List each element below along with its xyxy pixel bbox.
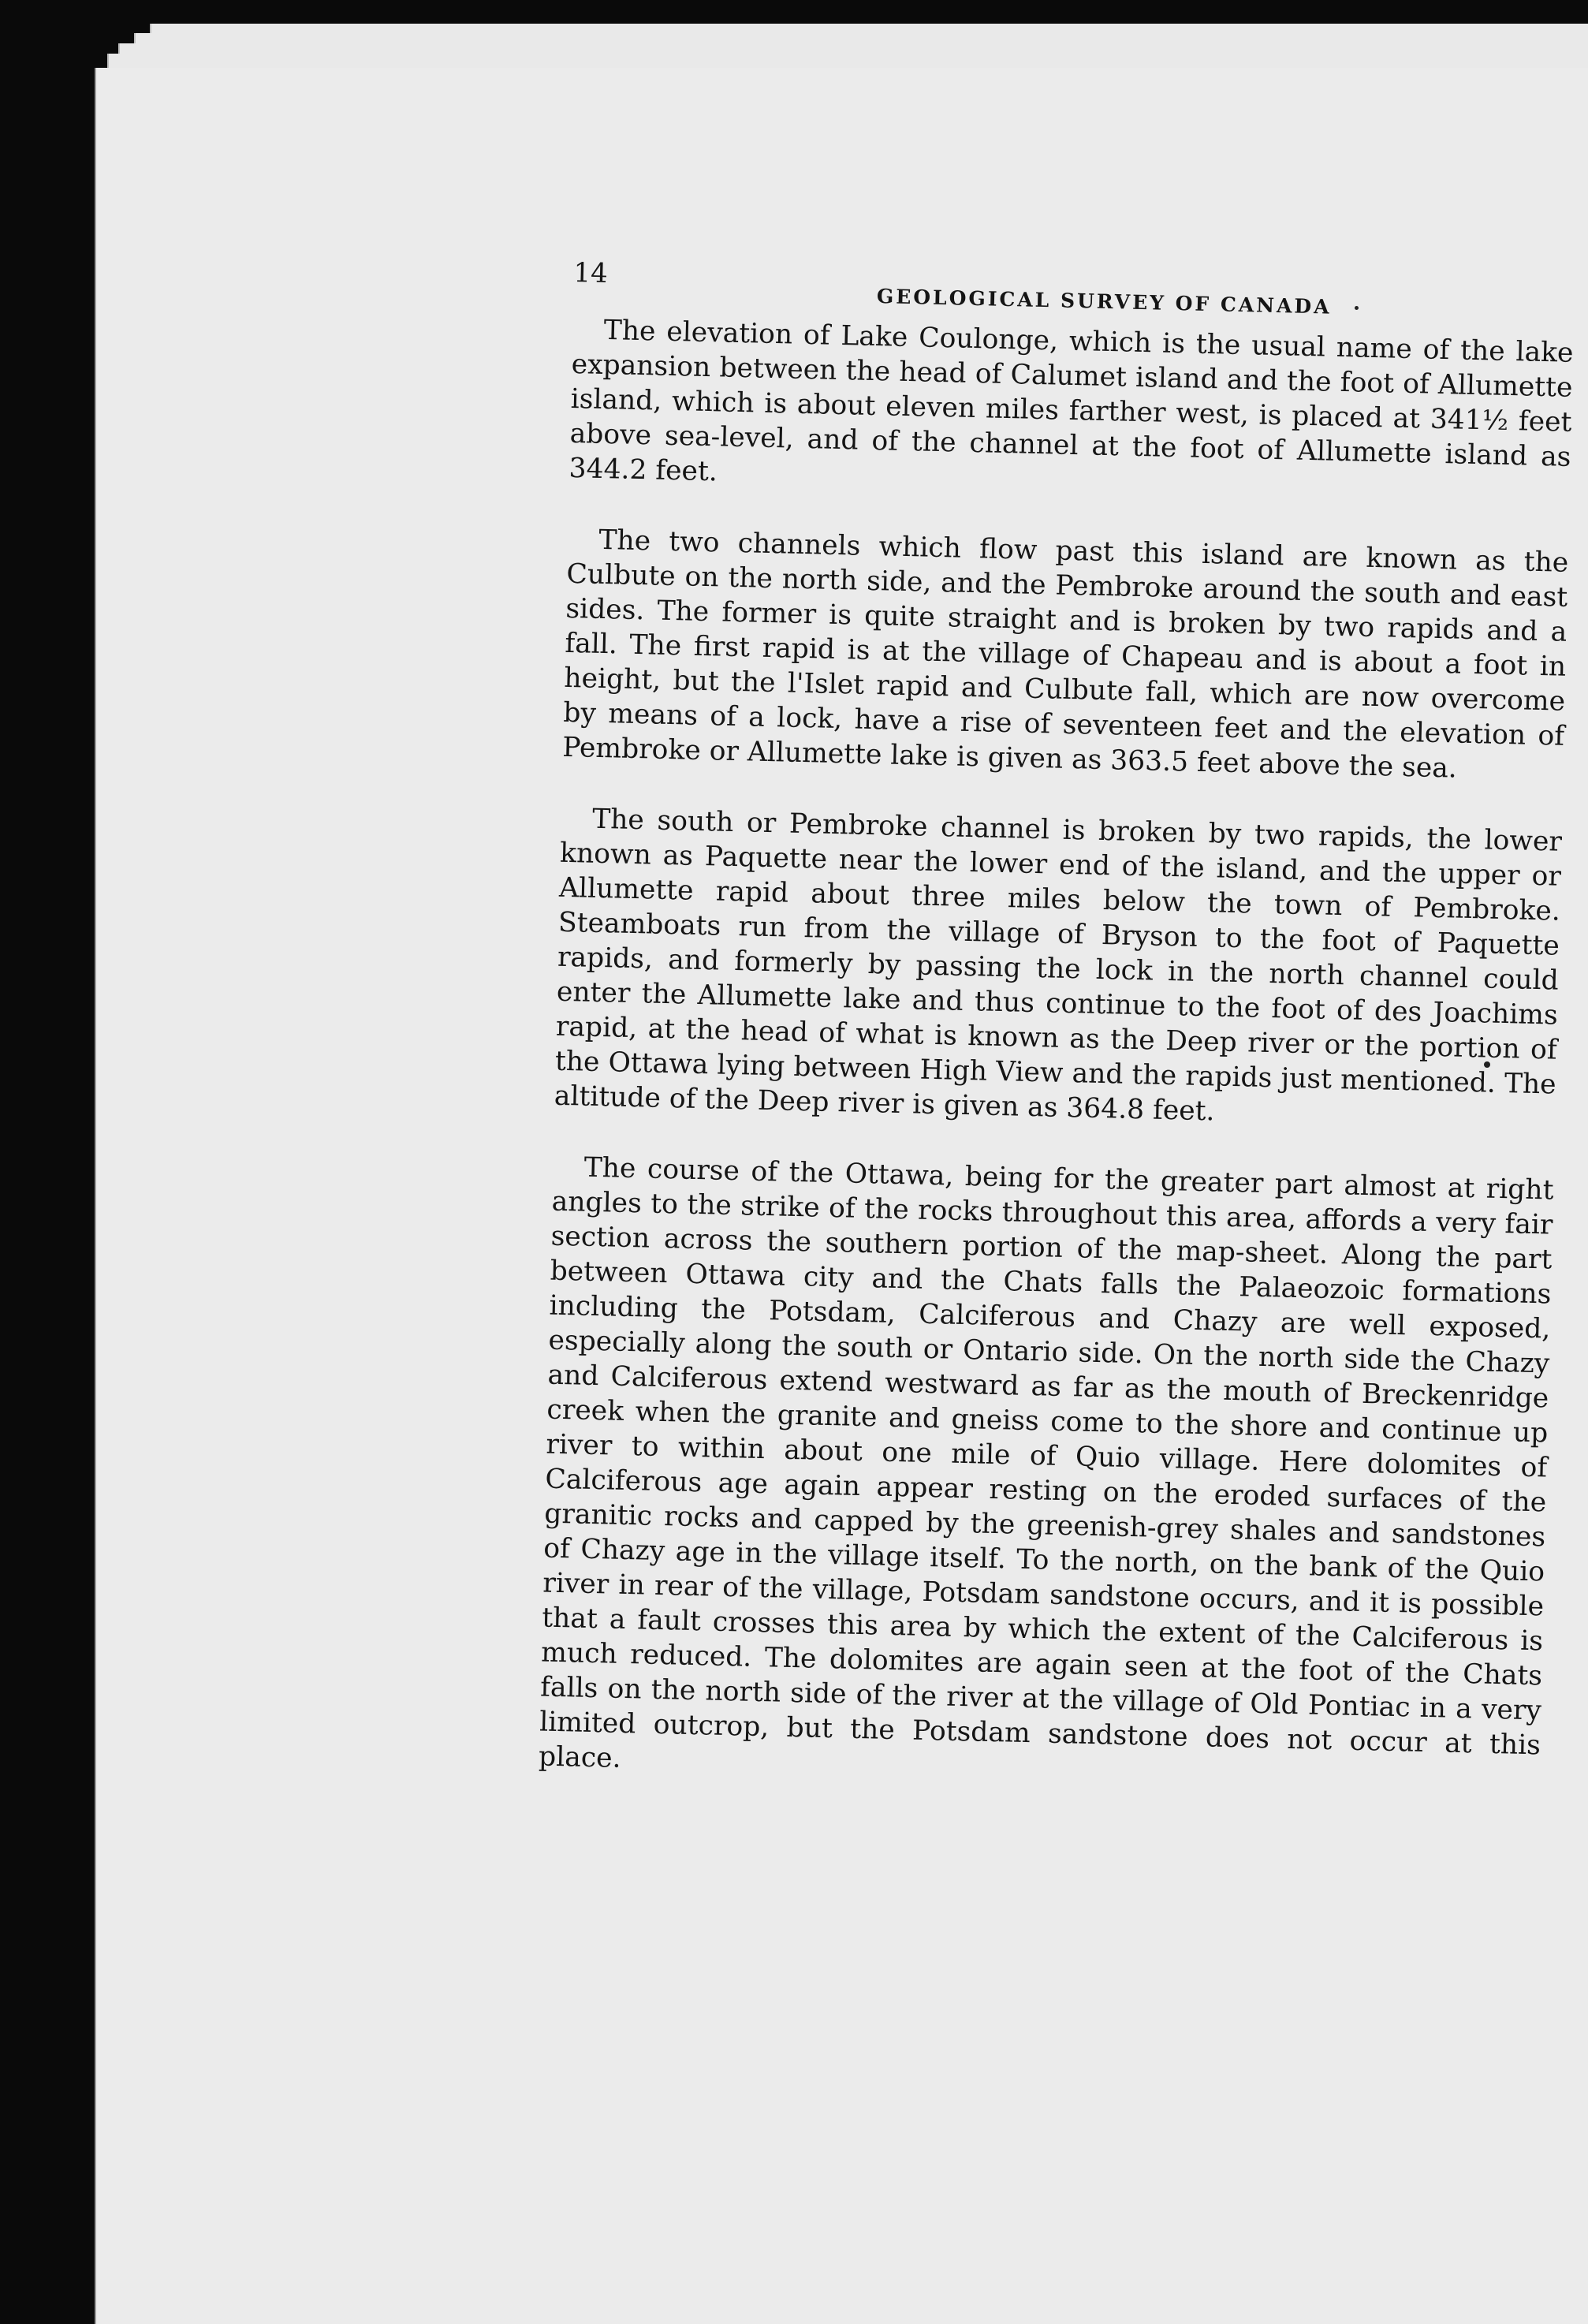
paragraph-two-channels: The two channels which flow past this island are known as the Culbute on the north side, and the Pembroke around the south and east sides. The former is quite straight and is broken by two rapids and a fall. The first rapid is at the village of Chapeau and is about a foot in height, but the l'Islet rapid and Culbute fall, which are now overcome by means of a lock, have a rise of seventeen feet and the elevation of Pembroke or Allumette lake is given as 363.5 feet above the sea.	[561, 524, 1569, 785]
running-head: GEOLOGICAL SURVEY OF CANADA	[876, 285, 1332, 319]
paragraph-pembroke-channel: The south or Pembroke channel is broken by two rapids, the lower known as Paquette near the lower end of the island, and the upper or Allumette rapid about three miles below the town of Pembroke. Steamboats run from the village of Bryson to the foot of Paquette rapids, and formerly by passing the lock in the north channel could enter the Allumette lake and thus continue to the foot of des Joachims rapid, at the head of what is known as the Deep river or the portion of the Ottawa lying between High View and the rapids just mentioned. The altitude of the Deep river is given as 364.8 feet.	[554, 803, 1563, 1128]
page-content	[538, 257, 1575, 1833]
paragraph-lake-coulonge: The elevation of Lake Coulonge, which is the usual name of the lake expansion between the head of Calumet island and the foot of Allumette island, which is about eleven miles farther west, is placed at 341½ feet above sea-level, and of the channel at the foot of Allumette island as 344.2 feet.	[568, 314, 1574, 488]
paragraph-course-of-ottawa: The course of the Ottawa, being for the greater part almost at right angles to the strike of the rocks throughout this area, affords a very fair section across the southern portion of the map-sheet. Along the part between Ottawa city and the Chats falls the Palaeozoic formations including the Potsdam, Calciferous and Chazy are well exposed, especially along the south or Ontario side. On the north side the Chazy and Calciferous extend westward as far as the mouth of Breckenridge creek when the granite and gneiss come to the shore and continue up river to within about one mile of Quio village. Here dolomites of Calciferous age again appear resting on the eroded surfaces of the granitic rocks and capped by the greenish-grey shales and sandstones of Chazy age in the village itself. To the north, on the bank of the Quio river in rear of the village, Potsdam sandstone occurs, and it is possible that a fault crosses this area by which the extent of the Calciferous is much reduced. The dolomites are again seen at the foot of the Chats falls on the north side of the river at the village of Old Pontiac in a very limited outcrop, but the Potsdam sandstone does not occur at this place.	[538, 1151, 1554, 1774]
page-number: 14	[573, 257, 609, 290]
book-page	[96, 68, 1588, 2324]
